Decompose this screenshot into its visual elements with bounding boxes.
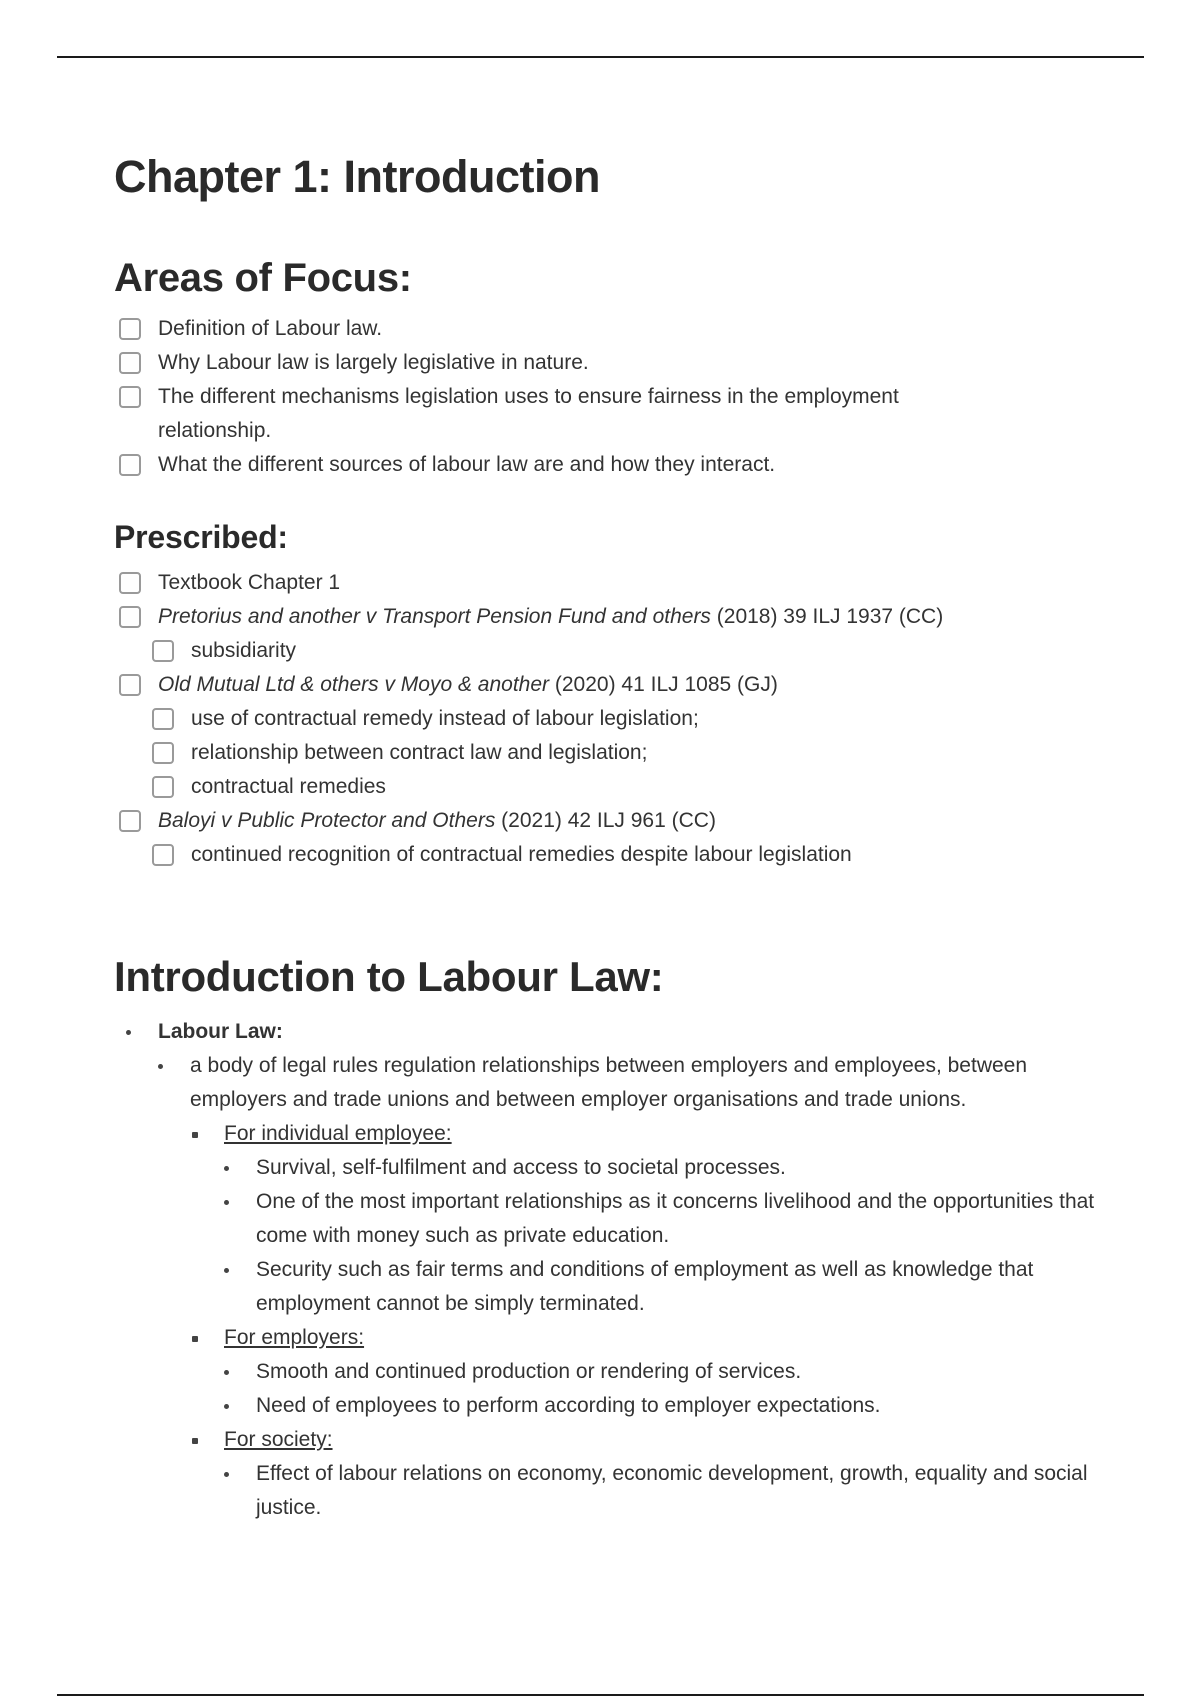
- case-subitem[interactable]: [147, 702, 1114, 736]
- checkbox-icon[interactable]: [152, 640, 174, 662]
- checkbox-icon[interactable]: [152, 844, 174, 866]
- focus-item-text: Definition of Labour law.: [158, 317, 383, 340]
- checkbox-icon[interactable]: [119, 318, 141, 340]
- checkbox-icon[interactable]: [119, 386, 141, 408]
- case-subitem[interactable]: [147, 634, 1114, 668]
- case-subitem[interactable]: [147, 770, 1114, 804]
- prescribed-case[interactable]: [114, 804, 1114, 838]
- checkbox-icon[interactable]: [119, 352, 141, 374]
- employers-subheading: [114, 1321, 1114, 1355]
- focus-item-text: What the different sources of labour law are and how they interact.: [158, 453, 776, 476]
- checkbox-icon[interactable]: [119, 674, 141, 696]
- case-citation: (2020) 41 ILJ 1085 (GJ): [549, 673, 778, 697]
- prescribed-checklist: [114, 566, 1114, 872]
- checkbox-icon[interactable]: [152, 776, 174, 798]
- case-name: Pretorius and another v Transport Pension Fund and others: [158, 605, 711, 629]
- prescribed-heading: Prescribed:: [114, 519, 288, 555]
- employers-point: Need of employees to perform according to employer expectations.: [114, 1389, 1114, 1423]
- subitem-text: use of contractual remedy instead of labour legislation;: [191, 707, 699, 731]
- case-name: Baloyi v Public Protector and Others: [158, 809, 496, 833]
- employers-label: For employers:: [224, 1325, 365, 1349]
- case-citation: (2018) 39 ILJ 1937 (CC): [710, 605, 944, 629]
- bottom-divider: [57, 1694, 1144, 1696]
- prescribed-item[interactable]: [114, 566, 1114, 600]
- case-subitem[interactable]: [147, 838, 1114, 872]
- checkbox-icon[interactable]: [119, 454, 141, 476]
- checkbox-icon[interactable]: [152, 708, 174, 730]
- subitem-text: relationship between contract law and legislation;: [191, 741, 648, 765]
- employee-subheading: [114, 1117, 1114, 1151]
- case-citation: (2021) 42 ILJ 961 (CC): [495, 809, 716, 833]
- checkbox-icon[interactable]: [119, 572, 141, 594]
- prescribed-case[interactable]: [114, 668, 1114, 702]
- intro-bullet-list: [114, 1015, 1114, 1525]
- focus-item-text: The different mechanisms legislation uses to ensure fairness in the employment relationship.: [158, 385, 899, 442]
- labour-law-term: Labour Law:: [114, 1015, 1114, 1049]
- case-name: Old Mutual Ltd & others v Moyo & another: [158, 673, 550, 697]
- society-point: Effect of labour relations on economy, economic development, growth, equality and social justice.: [114, 1457, 1114, 1525]
- focus-checklist: [114, 312, 1114, 482]
- checkbox-icon[interactable]: [119, 810, 141, 832]
- checkbox-icon[interactable]: [119, 606, 141, 628]
- employee-point: One of the most important relationships as it concerns livelihood and the opportunities that come with money such as private education.: [114, 1185, 1114, 1253]
- society-label: For society:: [224, 1427, 333, 1451]
- top-divider: [57, 56, 1144, 58]
- prescribed-case[interactable]: [114, 600, 1114, 634]
- chapter-title: Chapter 1: Introduction: [114, 151, 600, 202]
- case-subitem[interactable]: [147, 736, 1114, 770]
- focus-item-text: Why Labour law is largely legislative in nature.: [158, 351, 589, 374]
- focus-item[interactable]: [114, 346, 1114, 380]
- checkbox-icon[interactable]: [152, 742, 174, 764]
- introduction-heading: Introduction to Labour Law:: [114, 953, 664, 1001]
- employee-point: Security such as fair terms and conditions of employment as well as knowledge that employment cannot be simply terminated.: [114, 1253, 1114, 1321]
- areas-of-focus-heading: Areas of Focus:: [114, 256, 412, 300]
- textbook-text: Textbook Chapter 1: [158, 571, 341, 595]
- employers-point: Smooth and continued production or rendering of services.: [114, 1355, 1114, 1389]
- subitem-text: continued recognition of contractual remedies despite labour legislation: [191, 843, 852, 867]
- employee-label: For individual employee:: [224, 1121, 452, 1145]
- document-body: [114, 150, 1114, 1525]
- focus-item[interactable]: [114, 448, 1114, 482]
- society-subheading: [114, 1423, 1114, 1457]
- subitem-text: contractual remedies: [191, 775, 386, 799]
- subitem-text: subsidiarity: [191, 639, 297, 663]
- focus-item[interactable]: [114, 380, 1114, 448]
- employee-point: Survival, self-fulfilment and access to societal processes.: [114, 1151, 1114, 1185]
- labour-law-definition: a body of legal rules regulation relationships between employers and employees, between employers and trade unions and between employer organisations and trade unions.: [114, 1049, 1114, 1117]
- focus-item[interactable]: [114, 312, 1114, 346]
